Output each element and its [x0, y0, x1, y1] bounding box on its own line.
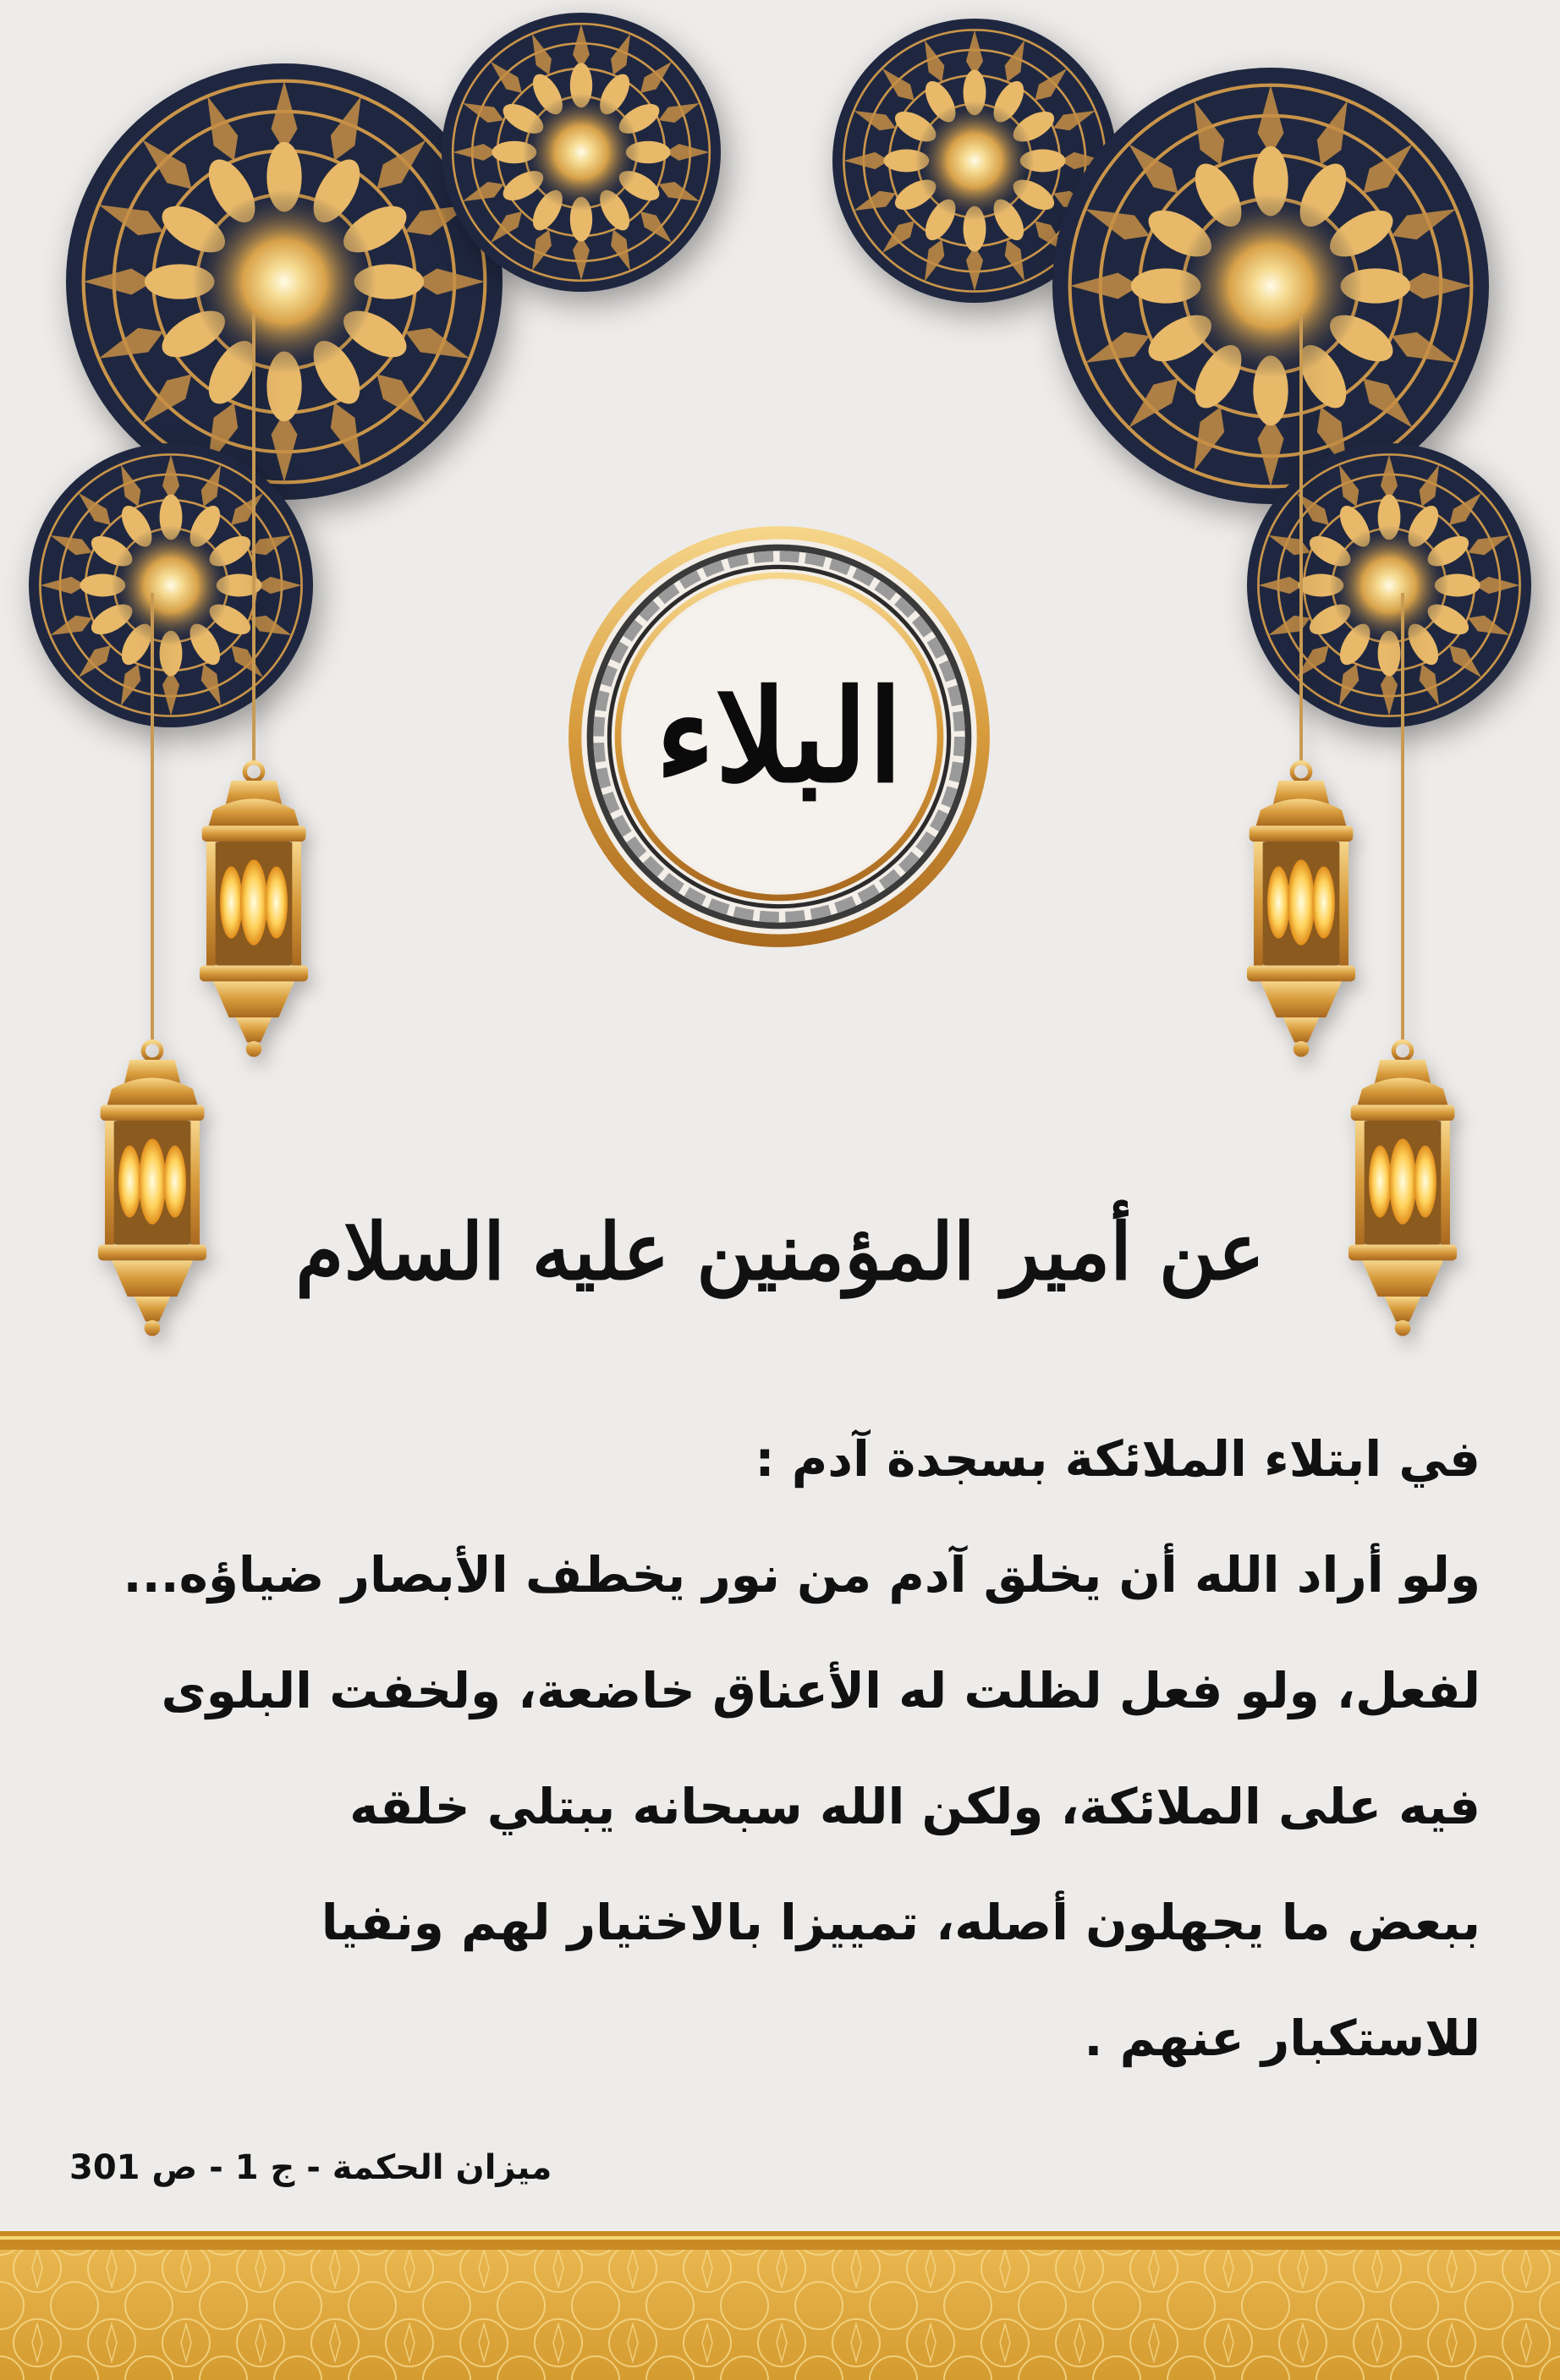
title-emblem: [560, 522, 998, 951]
hanging-lantern-icon: [85, 1044, 220, 1340]
mandala-medallion-icon: [1247, 443, 1531, 727]
quote-line: في ابتلاء الملائكة بسجدة آدم :: [755, 1430, 1480, 1488]
subtitle: عن أمير المؤمنين عليه السلام: [295, 1206, 1265, 1297]
quote-body: [123, 1425, 1480, 2120]
mandala-medallion-icon: [29, 443, 313, 727]
hanging-lantern-icon: [186, 765, 321, 1061]
quote-line: لفعل، ولو فعل لظلت له الأعناق خاضعة، ولخفت البلوى: [161, 1662, 1480, 1719]
page-title: البلاء: [655, 662, 904, 811]
quote-line: للاستكبار عنهم .: [1084, 2010, 1480, 2067]
quote-line: ولو أراد الله أن يخلق آدم من نور يخطف الأبصار ضياؤه...: [123, 1546, 1480, 1604]
quote-line: ببعض ما يجهلون أصله، تمييزا بالاختيار لهم ونفيا: [321, 1894, 1480, 1951]
mandala-medallion-icon: [442, 13, 721, 292]
quote-line: فيه على الملائكة، ولكن الله سبحانه يبتلي خلقه: [349, 1778, 1480, 1835]
hanging-lantern-icon: [1233, 765, 1369, 1061]
mandala-medallion-icon: [1052, 68, 1489, 504]
arabesque-border-icon: [0, 2231, 1560, 2380]
hanging-lantern-icon: [1335, 1044, 1470, 1340]
mandala-medallion-icon: [66, 63, 503, 500]
source-citation: ميزان الحكمة - ج 1 - ص 301: [69, 2148, 552, 2187]
